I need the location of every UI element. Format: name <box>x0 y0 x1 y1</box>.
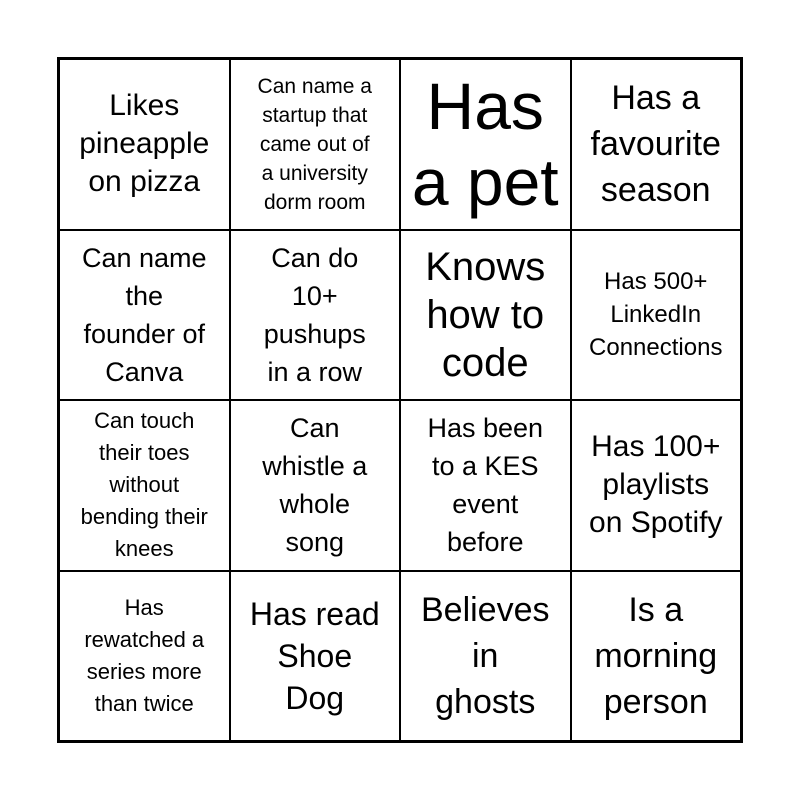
cell-text: Has been to a KES event before <box>427 413 544 558</box>
cell-text: Has 500+ LinkedIn Connections <box>589 268 723 362</box>
bingo-cell[interactable] <box>571 400 742 571</box>
cell-text: Can whistle a whole song <box>262 413 368 558</box>
bingo-cell[interactable] <box>571 59 742 230</box>
bingo-cell[interactable] <box>400 571 571 742</box>
bingo-cell[interactable] <box>230 59 401 230</box>
bingo-cell[interactable] <box>571 571 742 742</box>
bingo-card <box>57 57 743 743</box>
cell-text: Has 100+ playlists on Spotify <box>589 430 723 540</box>
cell-text: Has a favourite season <box>590 79 721 210</box>
bingo-cell[interactable] <box>400 230 571 401</box>
cell-text: Can touch their toes without bending their knees <box>80 408 208 562</box>
cell-text: Can name a startup that came out of a university dorm room <box>257 74 372 214</box>
cell-text: Has read Shoe Dog <box>249 595 380 716</box>
bingo-cell[interactable] <box>59 571 230 742</box>
bingo-cell[interactable] <box>400 59 571 230</box>
bingo-cell[interactable] <box>59 230 230 401</box>
cell-text: Has a pet <box>411 69 559 220</box>
bingo-cell[interactable] <box>230 400 401 571</box>
cell-text: Has rewatched a series more than twice <box>84 594 205 716</box>
cell-text: Is a morning person <box>594 590 718 721</box>
bingo-cell[interactable] <box>571 230 742 401</box>
cell-text: Can name the founder of Canva <box>81 242 207 387</box>
cell-text: Can do 10+ pushups in a row <box>263 242 366 387</box>
bingo-cell[interactable] <box>59 400 230 571</box>
bingo-cell[interactable] <box>59 59 230 230</box>
cell-text: Likes pineapple on pizza <box>79 89 210 199</box>
cell-text: Knows how to code <box>425 244 546 385</box>
bingo-cell[interactable] <box>230 571 401 742</box>
bingo-cell[interactable] <box>400 400 571 571</box>
bingo-cell[interactable] <box>230 230 401 401</box>
cell-text: Believes in ghosts <box>420 590 550 721</box>
